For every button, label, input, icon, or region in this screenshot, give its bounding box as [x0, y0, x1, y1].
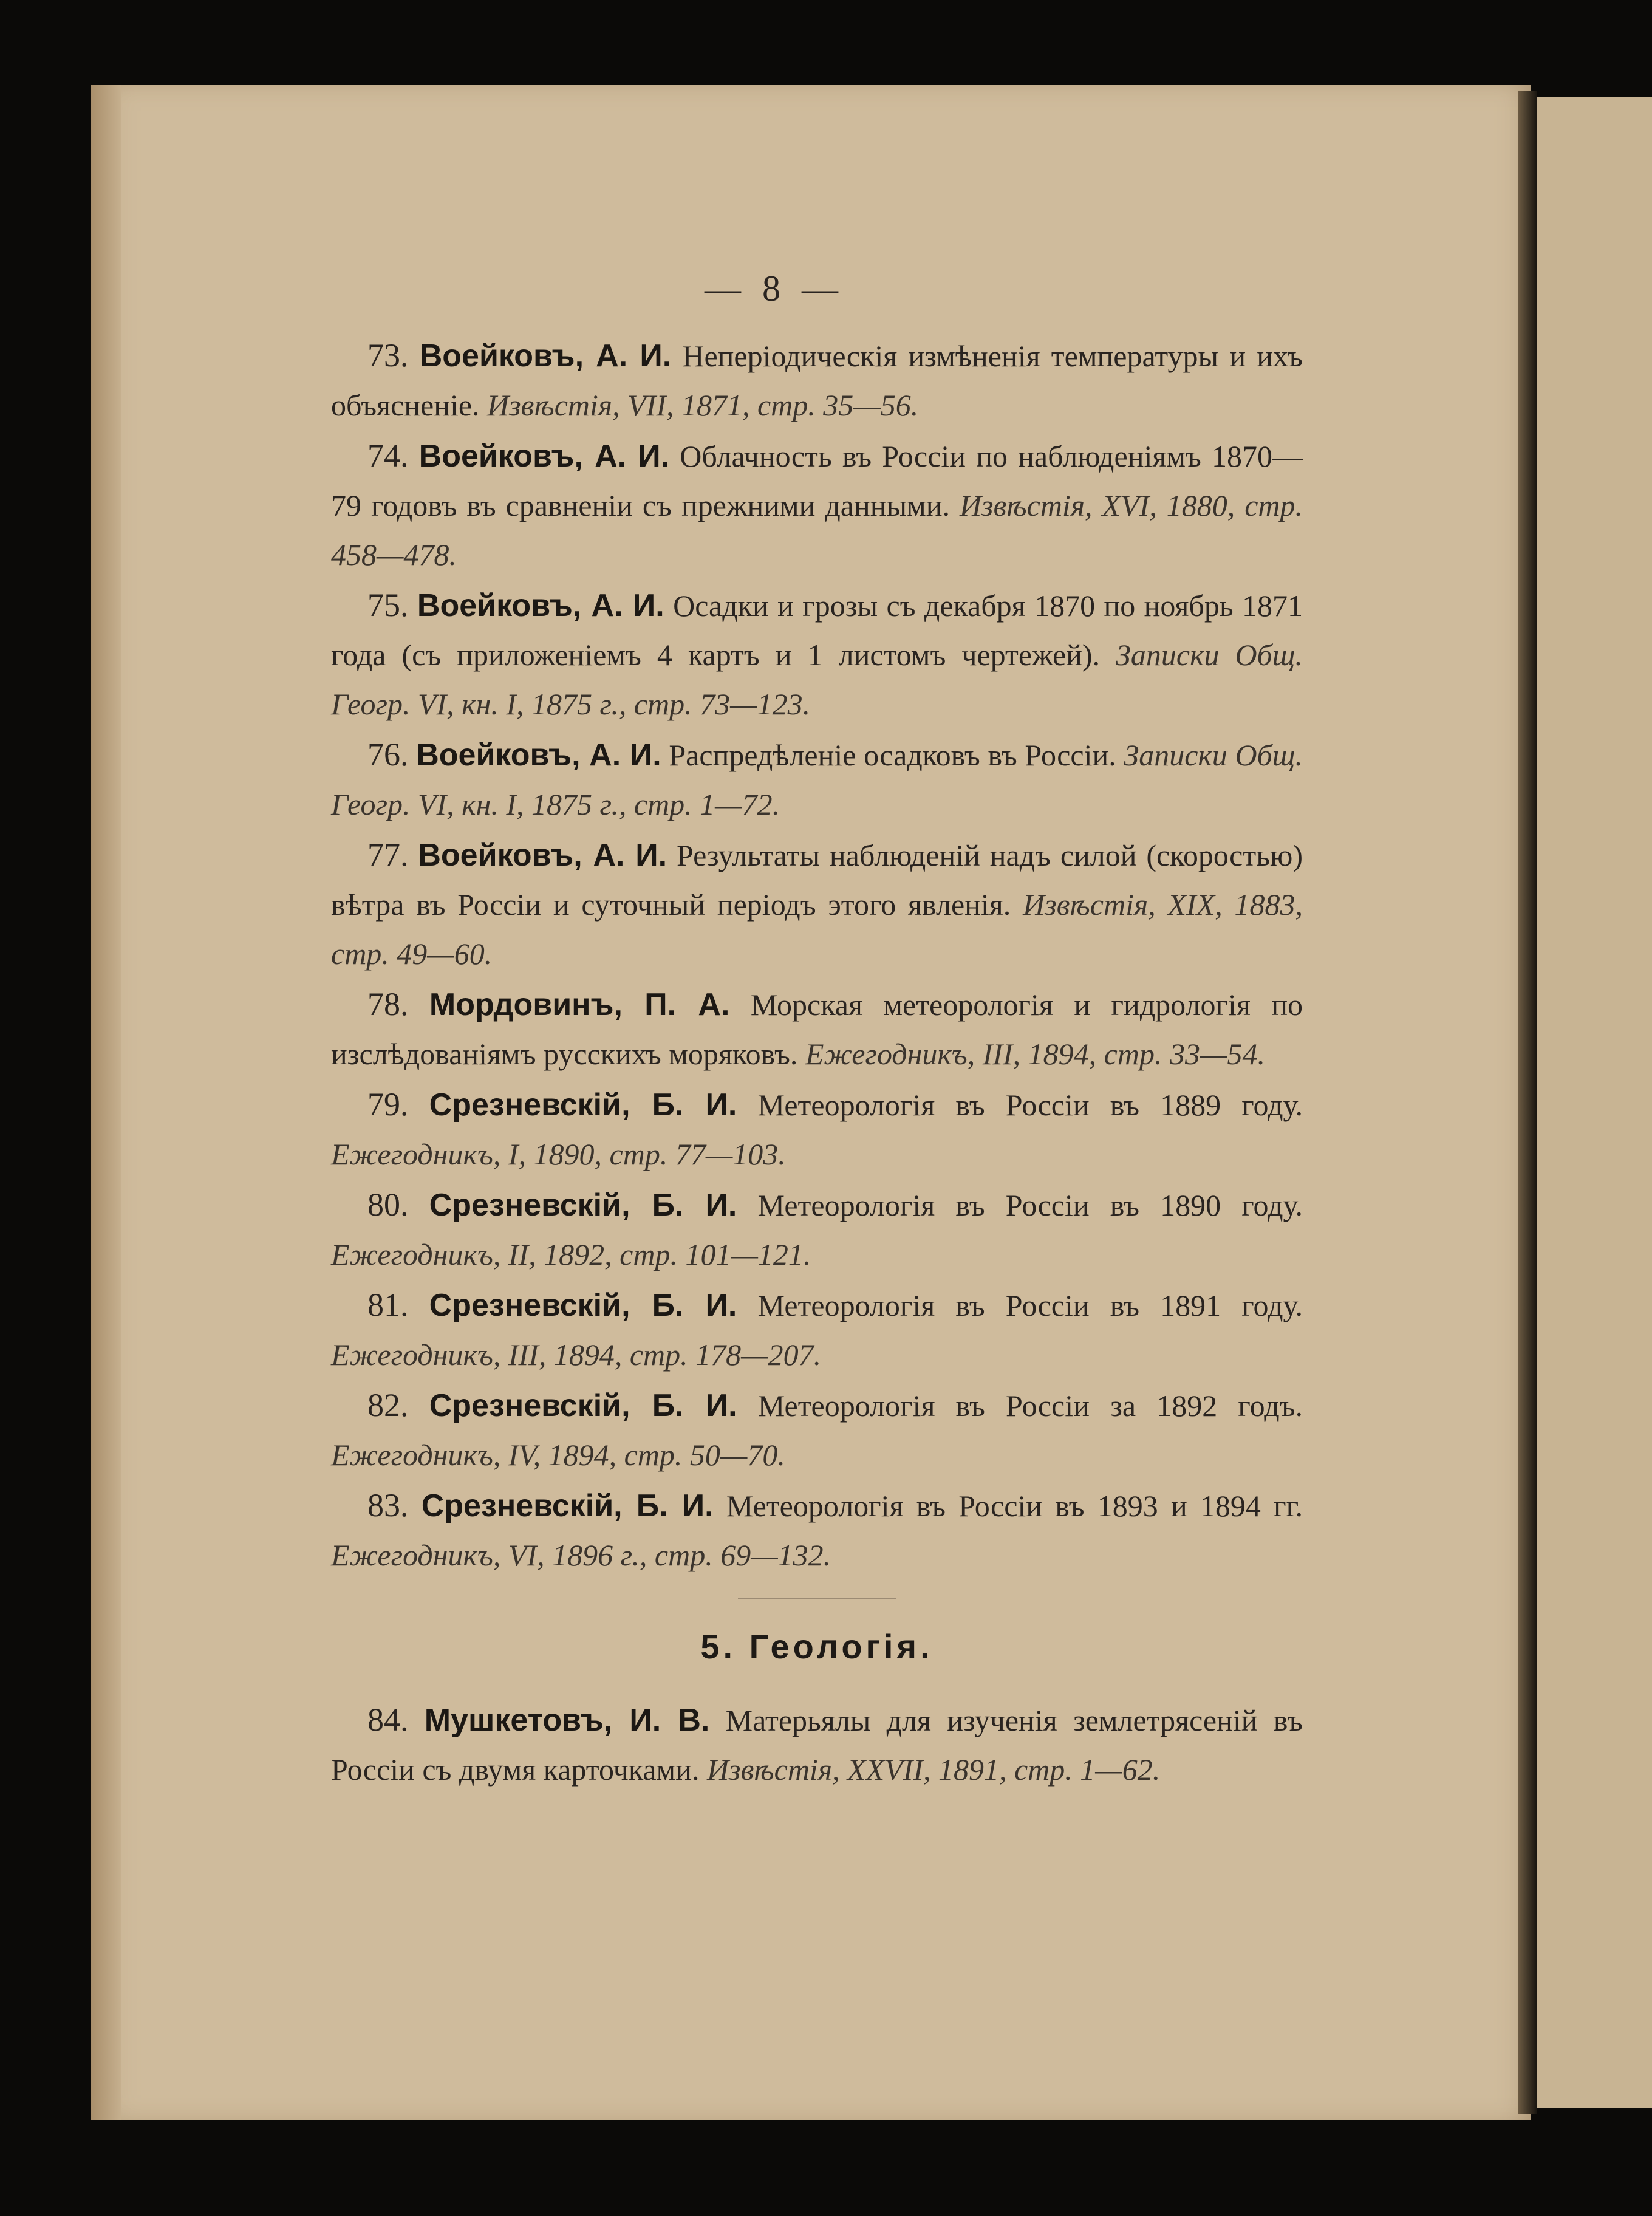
- entry-source: Ежегодникъ, II, 1892, стр. 101—121.: [331, 1237, 811, 1271]
- entry-source: Извѣстiя, XIX, 1883, стр. 49—60.: [331, 887, 1303, 971]
- entry-author: Мушкетовъ, И. В.: [424, 1703, 710, 1738]
- entry-author: Воейковъ, А. И.: [419, 338, 672, 374]
- section-divider: [738, 1598, 896, 1599]
- bibliography-entry: [331, 830, 1303, 979]
- entry-number: 80.: [367, 1186, 409, 1223]
- entry-source: Записки Общ. Геогр. VI, кн. I, 1875 г., стр. 1—72.: [331, 738, 1303, 821]
- bibliography-list: [331, 331, 1303, 1796]
- entry-title: Метеорологiя въ Россiи въ 1889 году.: [757, 1088, 1303, 1122]
- entry-title: Метеорологiя въ Россiи въ 1893 и 1894 гг.: [726, 1489, 1303, 1523]
- bibliography-entry: [331, 1281, 1303, 1380]
- page-number: — 8 —: [705, 268, 844, 309]
- bibliography-entry: [331, 1381, 1303, 1480]
- entry-number: 79.: [367, 1086, 409, 1123]
- entry-author: Срезневскiй, Б. И.: [429, 1388, 737, 1423]
- entry-number: 83.: [367, 1487, 409, 1523]
- bibliography-entry: [331, 730, 1303, 829]
- entry-title: Облачность въ Россiи по наблюденiямъ 1870—79 годовъ въ сравненiи съ прежними данными.: [331, 439, 1303, 522]
- entry-source: Ежегодникъ, I, 1890, стр. 77—103.: [331, 1137, 786, 1171]
- entry-author: Мордовинъ, П. А.: [429, 987, 730, 1022]
- entry-source: Извѣстiя, XVI, 1880, стр. 458—478.: [331, 488, 1303, 572]
- entry-author: Срезневскiй, Б. И.: [429, 1188, 737, 1223]
- entry-number: 84.: [367, 1701, 409, 1738]
- entry-title: Метеорологiя въ Россiи за 1892 годъ.: [757, 1389, 1303, 1423]
- entry-title: Метеорологiя въ Россiи въ 1891 году.: [757, 1288, 1303, 1322]
- bibliography-entry: [331, 1080, 1303, 1179]
- entry-author: Воейковъ, А. И.: [417, 588, 664, 623]
- entry-author: Срезневскiй, Б. И.: [429, 1087, 737, 1123]
- entry-source: Записки Общ. Геогр. VI, кн. I, 1875 г., стр. 73—123.: [331, 638, 1303, 721]
- entry-number: 74.: [367, 437, 409, 474]
- entry-title: Метеорологiя въ Россiи въ 1890 году.: [757, 1188, 1303, 1222]
- bibliography-entry: [331, 1180, 1303, 1279]
- facing-page-edge: [1537, 97, 1652, 2108]
- entry-number: 73.: [367, 337, 409, 374]
- entry-number: 81.: [367, 1287, 409, 1323]
- entry-author: Воейковъ, А. И.: [418, 439, 670, 474]
- entry-title: Непеpiодическiя измѣненiя температуры и ихъ объясненiе.: [331, 339, 1303, 422]
- bibliography-entry: [331, 581, 1303, 729]
- entry-author: Воейковъ, А. И.: [418, 838, 667, 873]
- entry-source: Ежегодникъ, IV, 1894, стр. 50—70.: [331, 1438, 785, 1472]
- entry-source: Извѣстiя, VII, 1871, стр. 35—56.: [487, 388, 919, 422]
- entry-number: 78.: [367, 986, 409, 1022]
- entry-title: Морская метеорологiя и гидрологiя по изслѣдованiямъ русскихъ моряковъ.: [331, 988, 1303, 1071]
- entry-title: Распредѣленiе осадковъ въ Россiи.: [669, 738, 1116, 772]
- entry-number: 76.: [367, 736, 409, 773]
- entry-author: Воейковъ, А. И.: [416, 737, 661, 773]
- entry-title: Осадки и грозы съ декабря 1870 по ноябрь 1871 года (съ приложенiемъ 4 картъ и 1 листомъ чертежей).: [331, 589, 1303, 672]
- entry-number: 82.: [367, 1387, 409, 1423]
- bibliography-entry: [331, 980, 1303, 1079]
- entry-source: Ежегодникъ, III, 1894, стр. 33—54.: [805, 1037, 1265, 1071]
- entry-title: Матерьялы для изученiя землетрясенiй въ Россiи съ двумя карточками.: [331, 1703, 1303, 1787]
- entry-source: Извѣстiя, XXVII, 1891, стр. 1—62.: [706, 1753, 1161, 1787]
- entries-geology: [331, 1695, 1303, 1794]
- section-title: 5. Геологiя.: [700, 1627, 934, 1666]
- entry-title: Результаты наблюденiй надъ силой (скоростью) вѣтра въ Россiи и суточный перiодъ этого явленiя.: [331, 838, 1303, 922]
- page-edge: [91, 85, 121, 2120]
- entry-source: Ежегодникъ, III, 1894, стр. 178—207.: [331, 1338, 822, 1372]
- bibliography-entry: [331, 1695, 1303, 1794]
- bibliography-entry: [331, 431, 1303, 580]
- bibliography-entry: [331, 331, 1303, 430]
- book-gutter: [1518, 91, 1537, 2114]
- entry-author: Срезневскiй, Б. И.: [421, 1488, 714, 1523]
- entry-number: 77.: [367, 836, 409, 873]
- bibliography-entry: [331, 1481, 1303, 1580]
- entry-source: Ежегодникъ, VI, 1896 г., стр. 69—132.: [331, 1538, 831, 1572]
- entry-number: 75.: [367, 587, 409, 623]
- entries-meteorology: [331, 331, 1303, 1580]
- entry-author: Срезневскiй, Б. И.: [429, 1288, 737, 1323]
